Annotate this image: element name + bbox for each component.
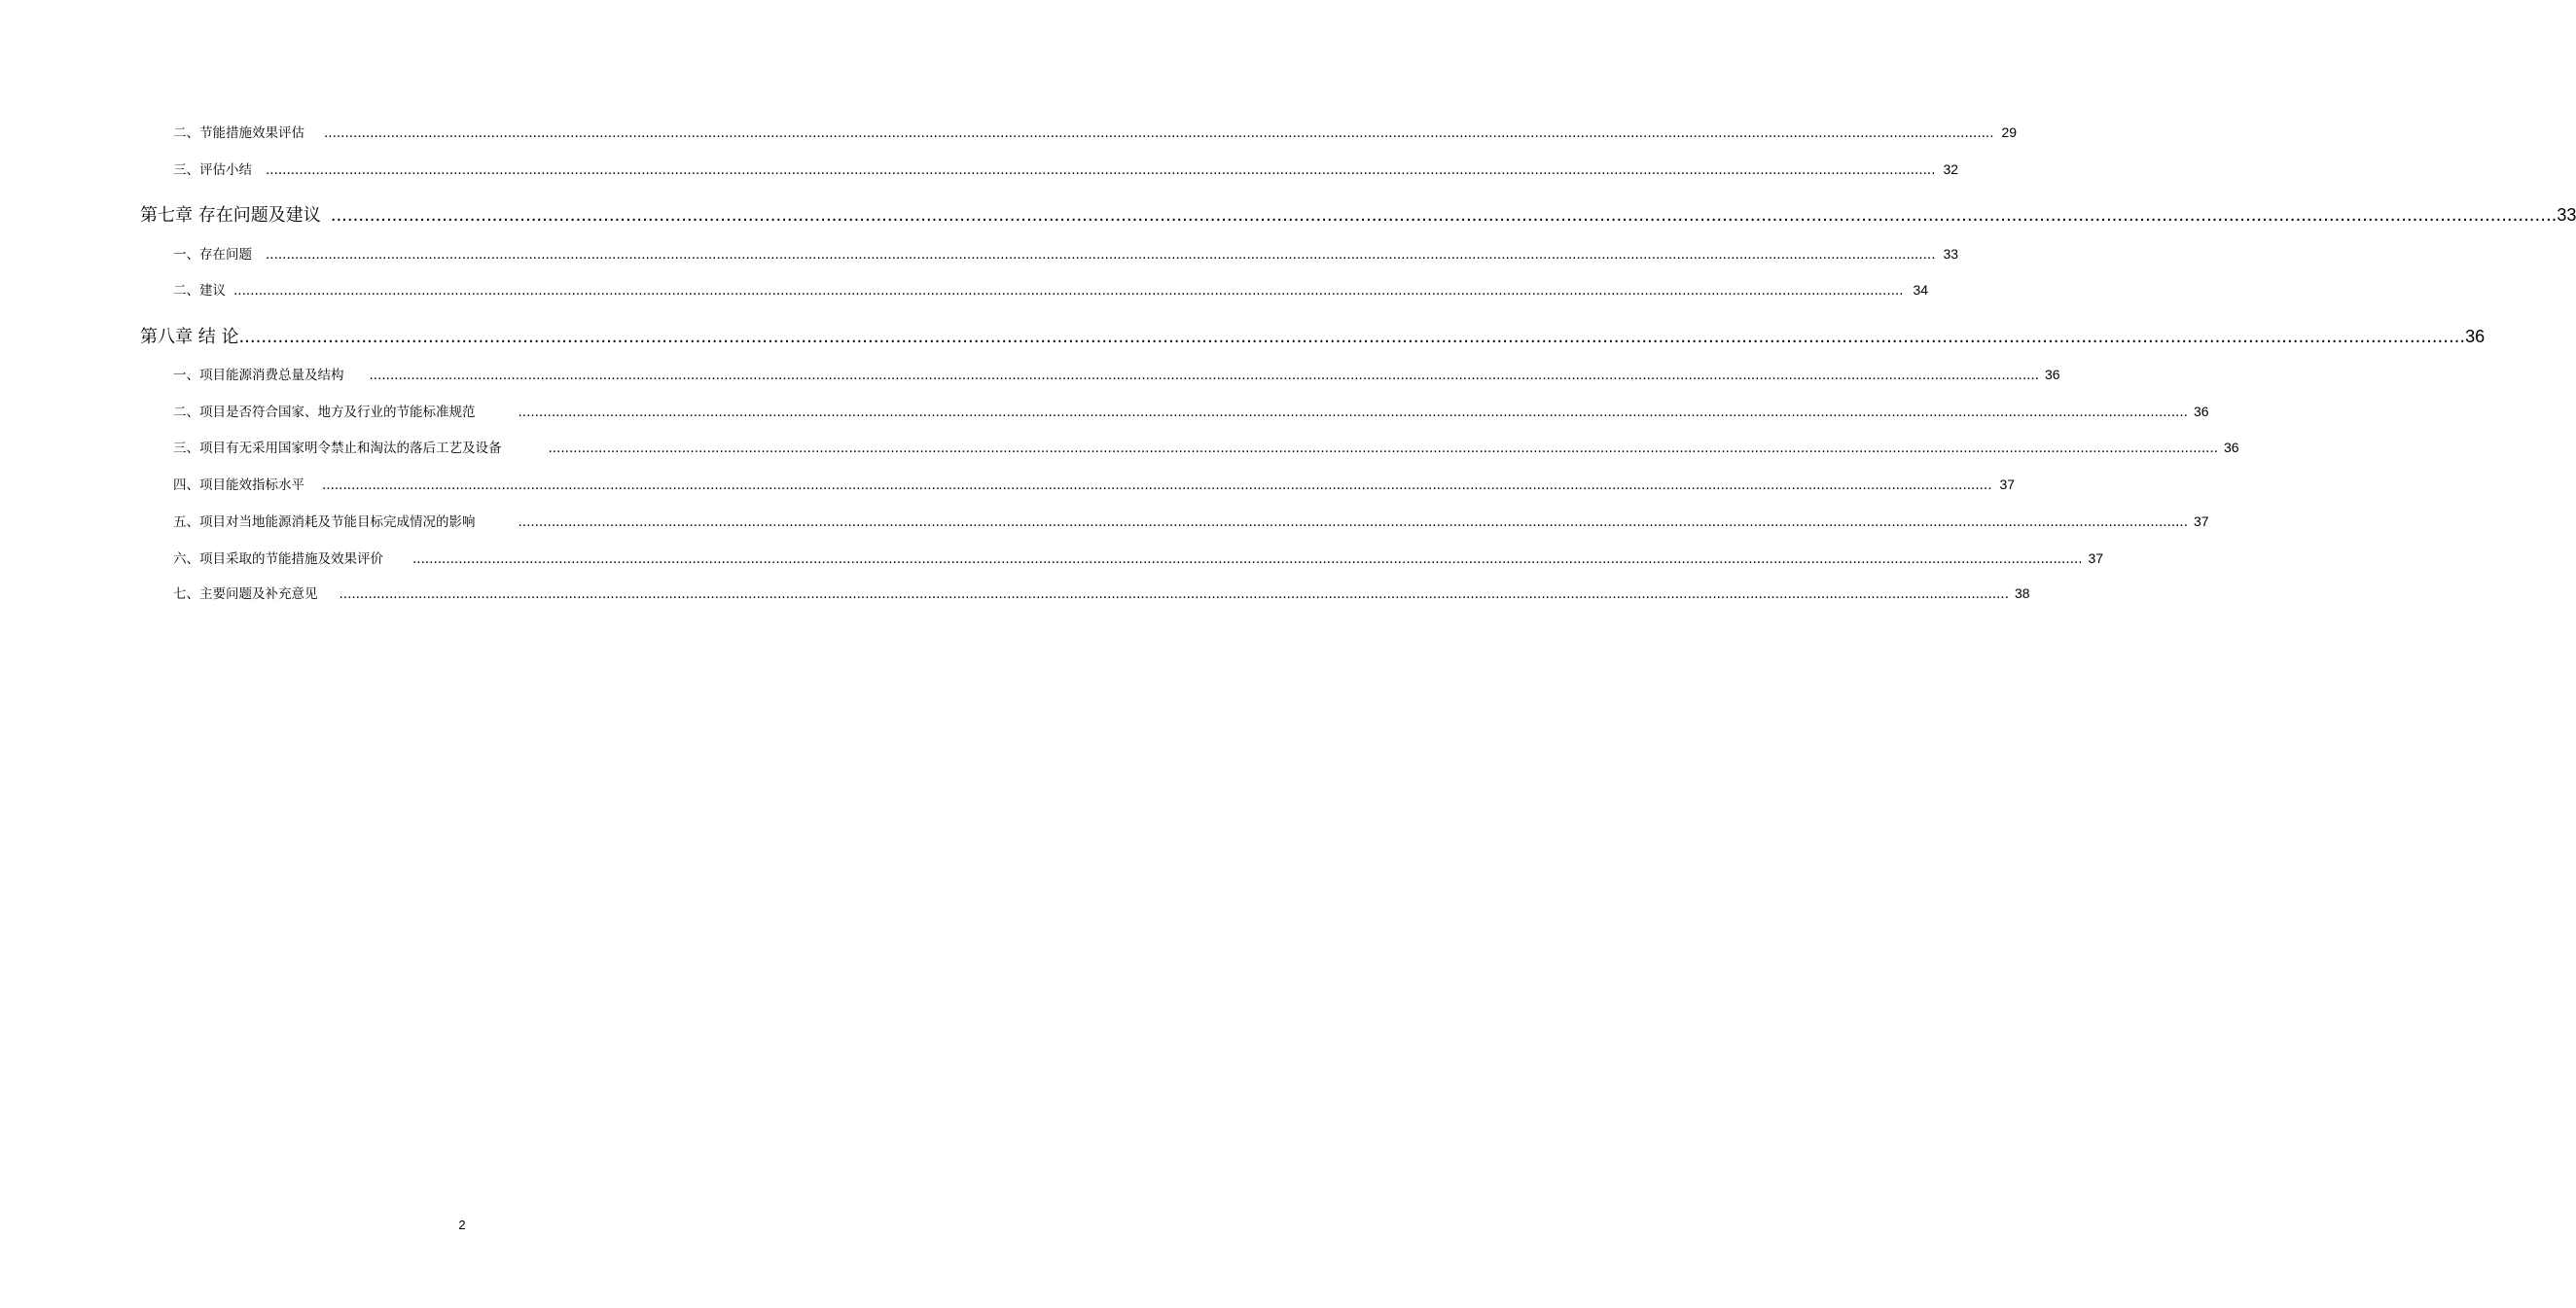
- toc-entry-label: 二、建议: [173, 283, 226, 299]
- dot-leader: ................................................................................................................................................................................................................................................................................................................................................................................................................: [324, 125, 1994, 141]
- toc-page-number: 37: [2088, 550, 2104, 566]
- toc-page-number: 36: [2224, 440, 2239, 455]
- toc-entry-label: 三、项目有无采用国家明令禁止和淘汰的落后工艺及设备: [173, 441, 502, 456]
- toc-row[interactable]: [173, 583, 2030, 602]
- toc-page-number: 32: [1943, 161, 1959, 177]
- toc-page-number: 33: [2557, 205, 2576, 225]
- toc-entry-label: 六、项目采取的节能措施及效果评价: [173, 551, 383, 567]
- toc-page-number: 38: [2015, 585, 2030, 601]
- dot-leader: ................................................................................................................................................................................................................................................................................................................................................................................................................: [369, 368, 2040, 383]
- toc-entry-label: 二、项目是否符合国家、地方及行业的节能标准规范: [173, 405, 476, 420]
- page-number: 2: [458, 1218, 466, 1232]
- toc-entry-label: 一、存在问题: [173, 247, 252, 263]
- dot-leader: ................................................................................................................................................................................................................................................................................................................................................................................................................: [233, 283, 1904, 299]
- toc-page-number: 37: [2194, 513, 2209, 529]
- toc-page-number: 33: [1943, 246, 1959, 262]
- toc-chapter-row[interactable]: [140, 323, 2486, 348]
- dot-leader: ................................................................................................................................................................................................................................................................................................................................................................................................................: [518, 405, 2189, 420]
- toc-page-number: 36: [2194, 404, 2209, 419]
- toc-entry-label: 七、主要问题及补充意见: [173, 586, 318, 602]
- dot-leader: ................................................................................................................................................................................................................................................................................................................................................................................................................: [266, 247, 1936, 263]
- toc-chapter-label: 第八章 结 论: [140, 327, 239, 347]
- toc-row[interactable]: [173, 279, 1929, 299]
- toc-page-number: 36: [2465, 327, 2486, 346]
- toc-chapter-label: 第七章 存在问题及建议: [140, 205, 321, 226]
- toc-row[interactable]: [173, 159, 1959, 178]
- toc-row[interactable]: [173, 122, 2018, 141]
- dot-leader: ................................................................................................................................................................................................................................................................................................................................................................................................................: [412, 551, 2083, 567]
- toc-entry-label: 二、节能措施效果评估: [173, 125, 304, 141]
- toc-chapter-row[interactable]: [140, 201, 2576, 227]
- toc-row[interactable]: [173, 437, 2239, 456]
- dot-leader: ................................................................................................................................................................................................................................................................................................................................................................................................................: [322, 477, 1992, 493]
- toc-row[interactable]: [173, 243, 1959, 263]
- toc-row[interactable]: [173, 401, 2209, 420]
- dot-leader: ................................................................................................................................................................................................................................................................................................................................................................................................................: [330, 205, 2558, 226]
- toc-row[interactable]: [173, 511, 2209, 530]
- toc-page-number: 29: [2001, 124, 2018, 140]
- toc-row[interactable]: [173, 548, 2104, 567]
- toc-entry-label: 四、项目能效指标水平: [173, 477, 304, 493]
- dot-leader: ................................................................................................................................................................................................................................................................................................................................................................................................................: [518, 514, 2189, 530]
- toc-page-number: 37: [1999, 477, 2016, 492]
- dot-leader: ................................................................................................................................................................................................................................................................................................................................................................................................................: [238, 327, 2466, 347]
- dot-leader: ................................................................................................................................................................................................................................................................................................................................................................................................................: [266, 162, 1936, 178]
- dot-leader: ................................................................................................................................................................................................................................................................................................................................................................................................................: [548, 441, 2219, 456]
- toc-entry-label: 一、项目能源消费总量及结构: [173, 368, 344, 383]
- toc-page-number: 34: [1913, 282, 1929, 298]
- dot-leader: ................................................................................................................................................................................................................................................................................................................................................................................................................: [339, 586, 2010, 602]
- toc-page-number: 36: [2045, 367, 2060, 382]
- toc-entry-label: 五、项目对当地能源消耗及节能目标完成情况的影响: [173, 514, 476, 530]
- toc-row[interactable]: [173, 364, 2060, 383]
- toc-entry-label: 三、评估小结: [173, 162, 252, 178]
- toc-row[interactable]: [173, 474, 2016, 493]
